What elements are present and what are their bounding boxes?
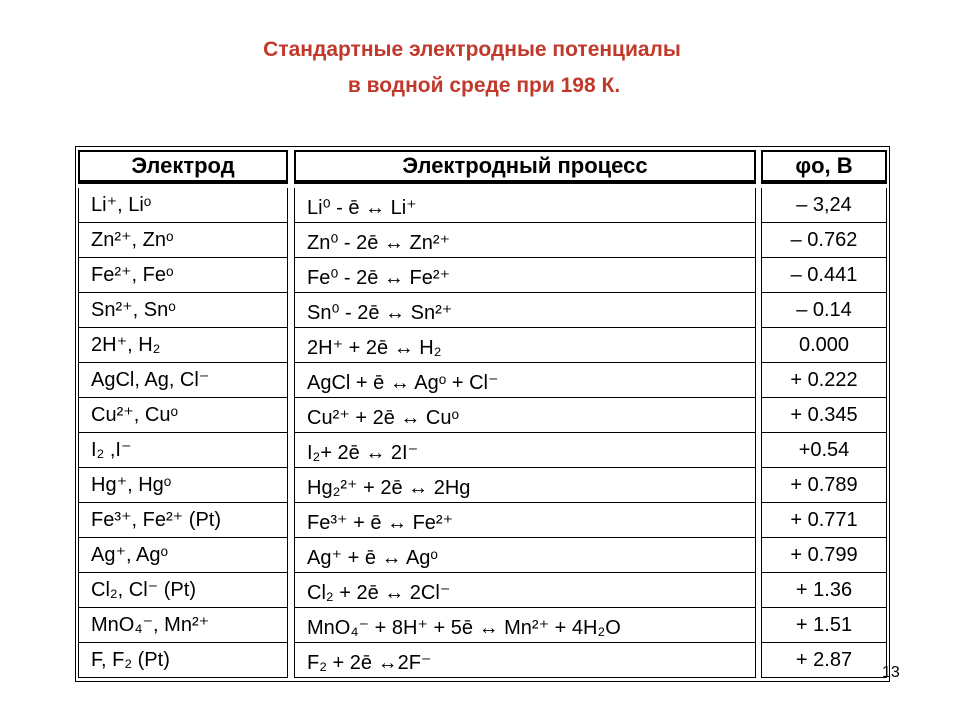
process-cell: Cu²⁺ + 2ē ↔ Cuᵒ <box>294 398 756 433</box>
potential-cell: +0.54 <box>761 433 887 468</box>
electrode-cell: Zn²⁺, Znᵒ <box>78 223 288 258</box>
process-cell: Zn⁰ - 2ē ↔ Zn²⁺ <box>294 223 756 258</box>
electrode-cell: AgCl, Ag, Cl⁻ <box>78 363 288 398</box>
header-process: Электродный процесс <box>294 150 756 184</box>
header-electrode: Электрод <box>78 150 288 184</box>
header-potential: φo, В <box>761 150 887 184</box>
potential-cell: – 0.441 <box>761 258 887 293</box>
potential-cell: + 1.36 <box>761 573 887 608</box>
process-cell: Li⁰ - ē ↔ Li⁺ <box>294 188 756 223</box>
potential-cell: + 2.87 <box>761 643 887 678</box>
potential-cell: – 3,24 <box>761 188 887 223</box>
electrode-cell: Hg⁺, Hgᵒ <box>78 468 288 503</box>
potential-cell: – 0.762 <box>761 223 887 258</box>
process-cell: F₂ + 2ē ↔2F⁻ <box>294 643 756 678</box>
process-cell: Fe⁰ - 2ē ↔ Fe²⁺ <box>294 258 756 293</box>
potential-cell: + 0.222 <box>761 363 887 398</box>
process-cell: Cl₂ + 2ē ↔ 2Cl⁻ <box>294 573 756 608</box>
potential-cell: – 0.14 <box>761 293 887 328</box>
title-line-2: в водной среде при 198 К. <box>347 74 621 97</box>
electrode-cell: F, F₂ (Pt) <box>78 643 288 678</box>
process-cell: Fe³⁺ + ē ↔ Fe²⁺ <box>294 503 756 538</box>
electrode-cell: Cl₂, Cl⁻ (Pt) <box>78 573 288 608</box>
electrode-cell: 2H⁺, H₂ <box>78 328 288 363</box>
electrode-cell: Li⁺, Liᵒ <box>78 188 288 223</box>
electrode-cell: I₂ ,I⁻ <box>78 433 288 468</box>
potential-cell: + 0.799 <box>761 538 887 573</box>
process-cell: I₂+ 2ē ↔ 2I⁻ <box>294 433 756 468</box>
potential-cell: + 0.789 <box>761 468 887 503</box>
process-cell: MnO₄⁻ + 8H⁺ + 5ē ↔ Mn²⁺ + 4H₂O <box>294 608 756 643</box>
electrode-cell: Ag⁺, Agᵒ <box>78 538 288 573</box>
process-cell: AgCl + ē ↔ Agᵒ + Cl⁻ <box>294 363 756 398</box>
potential-cell: + 1.51 <box>761 608 887 643</box>
potential-cell: + 0.771 <box>761 503 887 538</box>
electrode-cell: MnO₄⁻, Mn²⁺ <box>78 608 288 643</box>
potential-cell: + 0.345 <box>761 398 887 433</box>
electrode-cell: Fe³⁺, Fe²⁺ (Pt) <box>78 503 288 538</box>
process-cell: 2H⁺ + 2ē ↔ H₂ <box>294 328 756 363</box>
electrode-cell: Sn²⁺, Snᵒ <box>78 293 288 328</box>
potential-cell: 0.000 <box>761 328 887 363</box>
process-cell: Sn⁰ - 2ē ↔ Sn²⁺ <box>294 293 756 328</box>
electrode-cell: Fe²⁺, Feᵒ <box>78 258 288 293</box>
process-cell: Hg₂²⁺ + 2ē ↔ 2Hg <box>294 468 756 503</box>
title-line-1: Стандартные электродные потенциалы <box>263 38 681 61</box>
process-cell: Ag⁺ + ē ↔ Agᵒ <box>294 538 756 573</box>
page-number: 13 <box>882 664 900 681</box>
electrode-cell: Cu²⁺, Cuᵒ <box>78 398 288 433</box>
